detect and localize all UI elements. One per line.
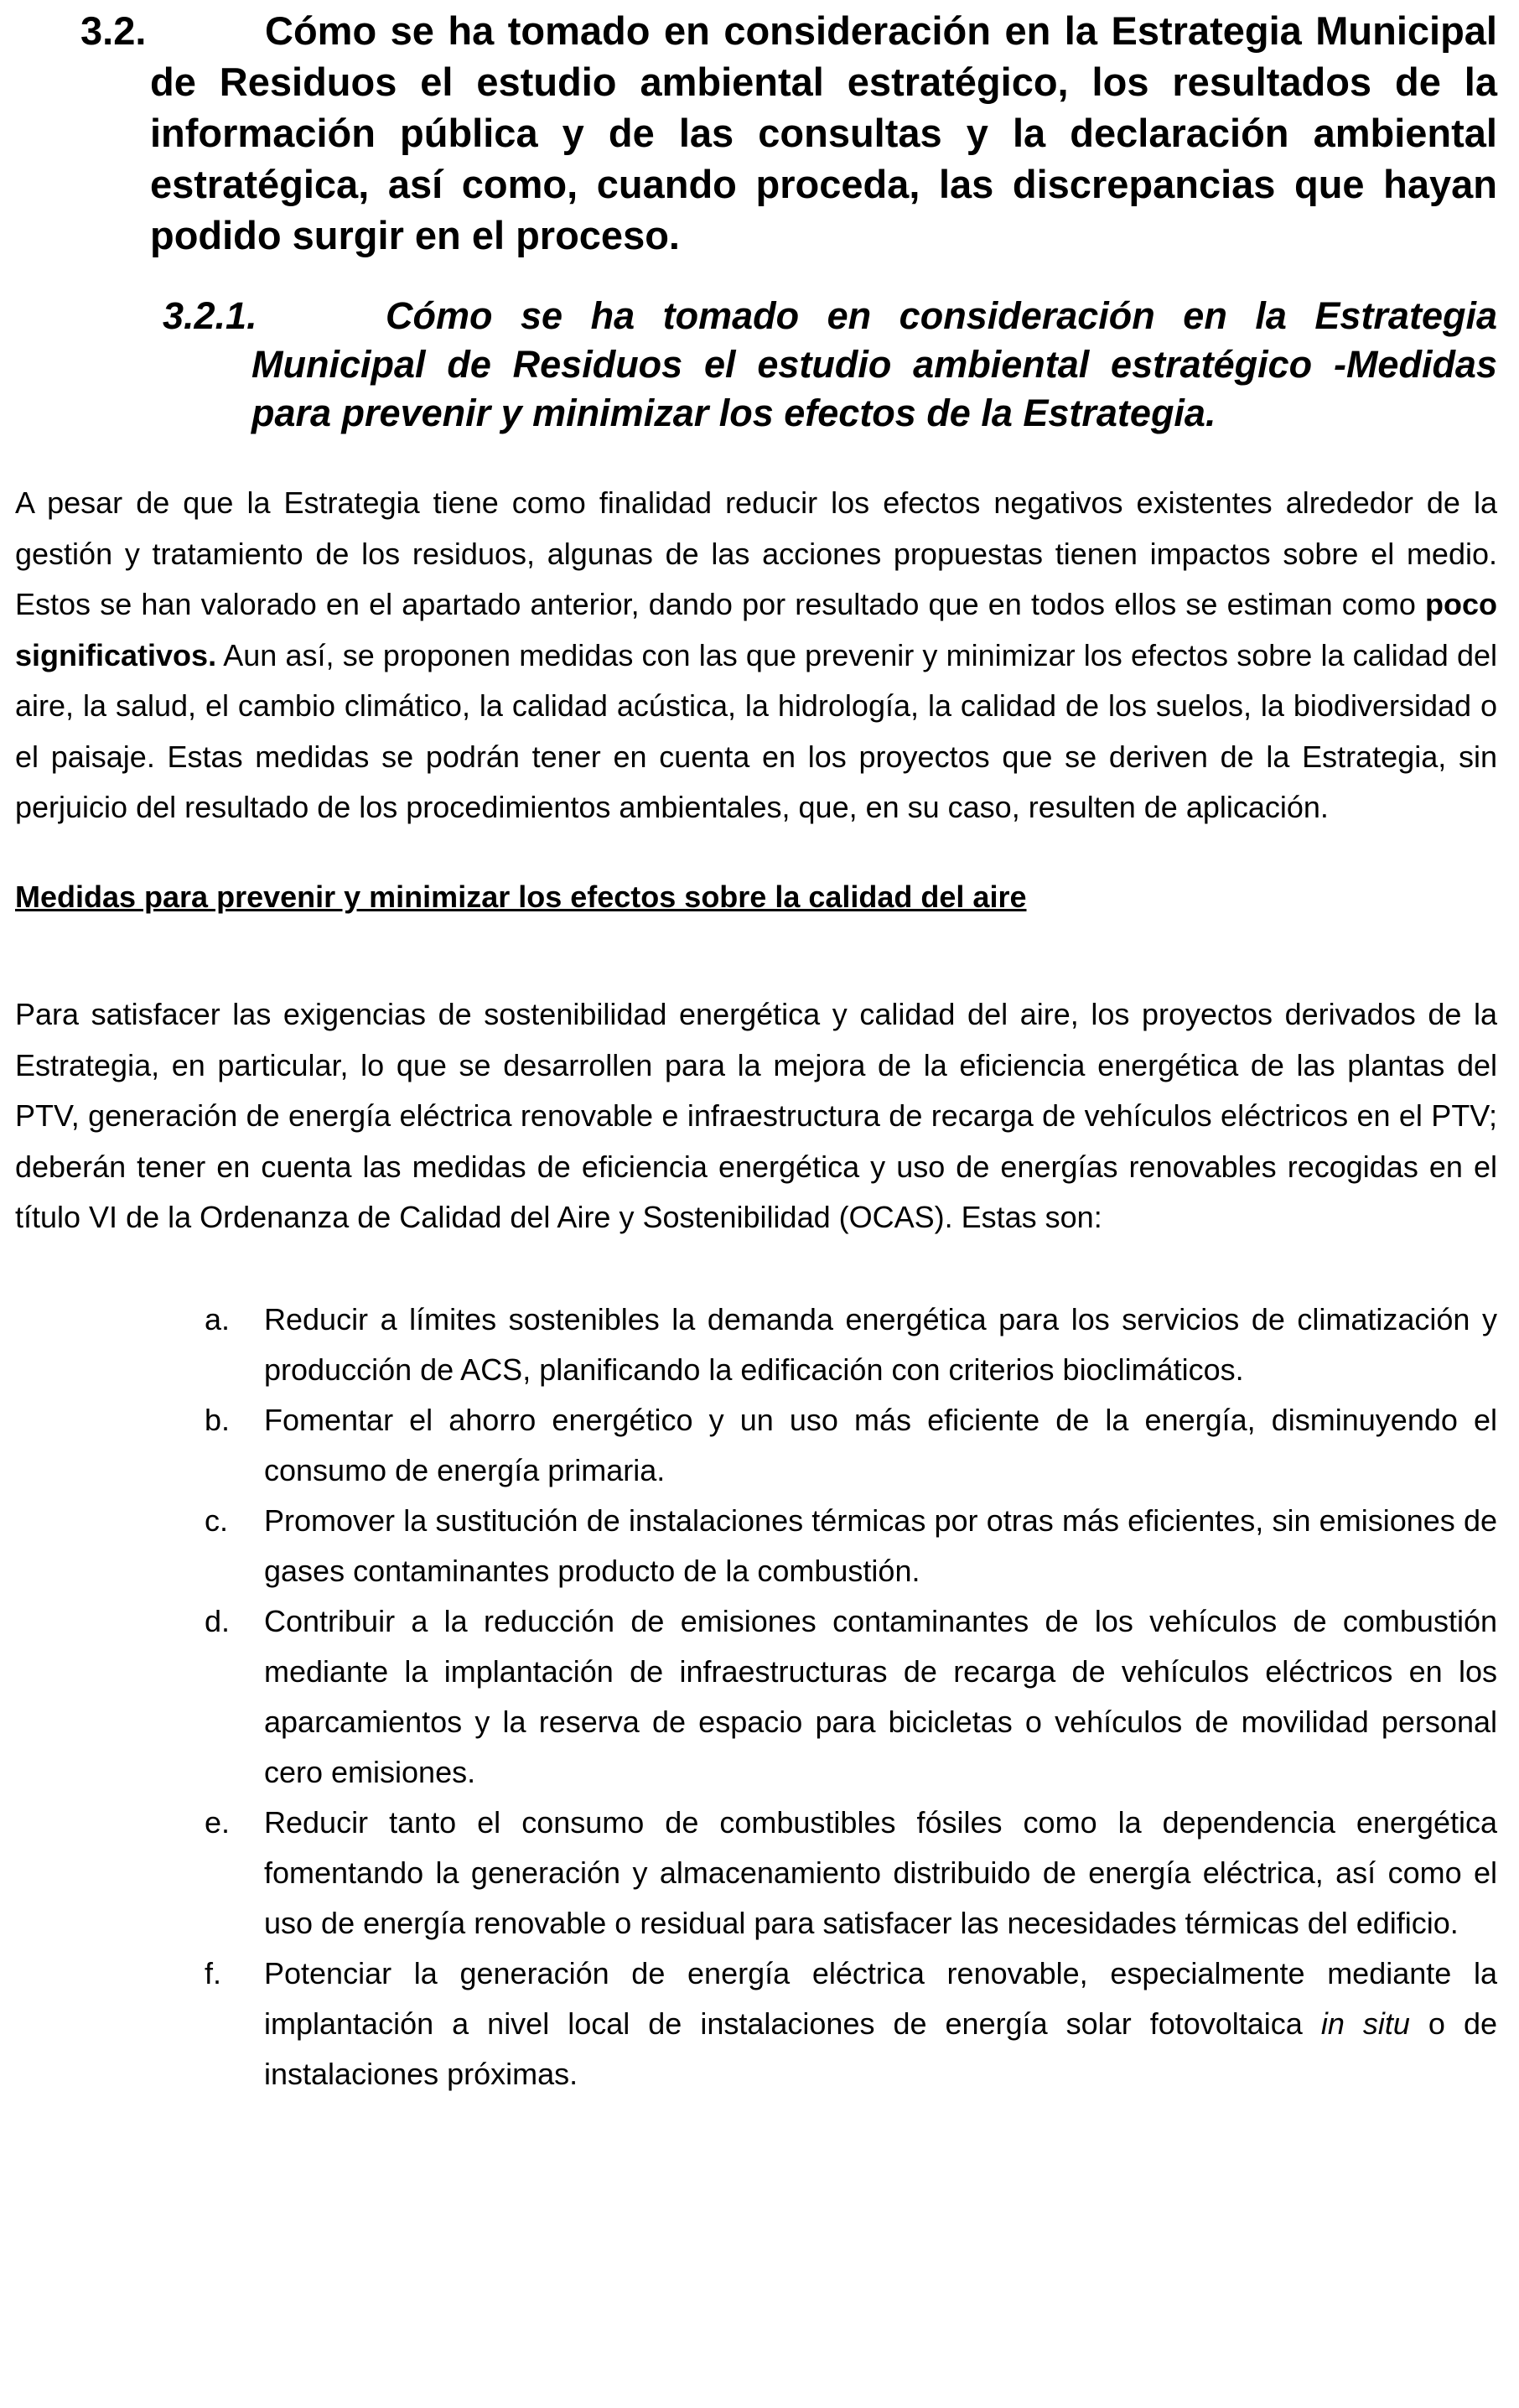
list-item-text: Fomentar el ahorro energético y un uso más eficiente de la energía, disminuyendo el consumo de energía primaria. (264, 1403, 1497, 1487)
intro-text-2: Aun así, se proponen medidas con las que prevenir y minimizar los efectos sobre la calidad del aire, la salud, el cambio climático, la calidad acústica, la hidrología, la calidad de los suelos, la biodiversidad o el paisaje. Estas medidas se podrán tener en cuenta en los proyectos que se deriven de la Estrategia, sin perjuicio del resultado de los procedimientos ambientales, que, en su caso, resulten de aplicación. (15, 637, 1497, 824)
air-quality-paragraph: Para satisfacer las exigencias de sostenibilidad energética y calidad del aire, los proyectos derivados de la Estrategia, en particular, lo que se desarrollen para la mejora de la eficiencia energética de las plantas del PTV, generación de energía eléctrica renovable e infraestructura de recarga de vehículos eléctricos en el PTV; deberán tener en cuenta las medidas de eficiencia energética y uso de energías renovables recogidas en el título VI de la Ordenanza de Calidad del Aire y Sostenibilidad (OCAS). Estas son: (15, 997, 1497, 1234)
list-item-text: Reducir a límites sostenibles la demanda energética para los servicios de climatización y producción de ACS, planificando la edificación con criterios bioclimáticos. (264, 1302, 1497, 1387)
section-number: 3.2. (80, 8, 147, 53)
list-item-text: Promover la sustitución de instalaciones térmicas por otras más eficientes, sin emisiones de gases contaminantes producto de la combustión. (264, 1503, 1497, 1588)
list-item (15, 1496, 1497, 1596)
air-quality-heading: Medidas para prevenir y minimizar los efectos sobre la calidad del aire (15, 880, 1027, 914)
list-item (15, 1295, 1497, 1395)
list-item (15, 1395, 1497, 1496)
list-item (15, 1798, 1497, 1949)
measures-list (15, 1295, 1497, 2099)
intro-bold-text: poco significativos. (15, 587, 1497, 672)
list-marker: f. (205, 1956, 222, 1990)
section-title: Cómo se ha tomado en consideración en la Estrategia Municipal de Residuos el estudio ambiental estratégico, los resultados de la información pública y de las consultas y la declaración ambiental estratégica, así como, cuando proceda, las discrepancias que hayan podido surgir en el proceso. (150, 8, 1497, 257)
list-marker: b. (205, 1403, 231, 1437)
list-marker: c. (205, 1503, 229, 1538)
intro-paragraph (15, 478, 1497, 833)
list-item-italic-text: in situ (1320, 2006, 1410, 2041)
section-heading (80, 5, 1497, 261)
subsection-title: Cómo se ha tomado en consideración en la Estrategia Municipal de Residuos el estudio ambiental estratégico -Medidas para prevenir y minimizar los efectos de la Estrategia. (251, 294, 1497, 434)
list-marker: e. (205, 1805, 231, 1840)
list-item-text: Contribuir a la reducción de emisiones contaminantes de los vehículos de combustión mediante la implantación de infraestructuras de recarga de vehículos eléctricos en los aparcamientos y la reserva de espacio para bicicletas o vehículos de movilidad personal cero emisiones. (264, 1604, 1497, 1789)
intro-text-1: A pesar de que la Estrategia tiene como finalidad reducir los efectos negativos existentes alrededor de la gestión y tratamiento de los residuos, algunas de las acciones propuestas tienen impactos sobre el medio. Estos se han valorado en el apartado anterior, dando por resultado que en todos ellos se estiman como (15, 485, 1497, 621)
list-item (15, 1949, 1497, 2099)
list-item (15, 1596, 1497, 1798)
subsection-heading (163, 292, 1497, 438)
list-item-text: Reducir tanto el consumo de combustibles fósiles como la dependencia energética fomentando la generación y almacenamiento distribuido de energía eléctrica, así como el uso de energía renovable o residual para satisfacer las necesidades térmicas del edificio. (264, 1805, 1497, 1940)
subsection-number: 3.2.1. (163, 294, 257, 337)
list-item-text: Potenciar la generación de energía eléctrica renovable, especialmente mediante la implantación a nivel local de instalaciones de energía solar fotovoltaica (264, 1956, 1497, 2041)
list-marker: a. (205, 1302, 231, 1336)
list-item-text-end: o de instalaciones próximas. (264, 2006, 1497, 2091)
list-marker: d. (205, 1604, 231, 1638)
